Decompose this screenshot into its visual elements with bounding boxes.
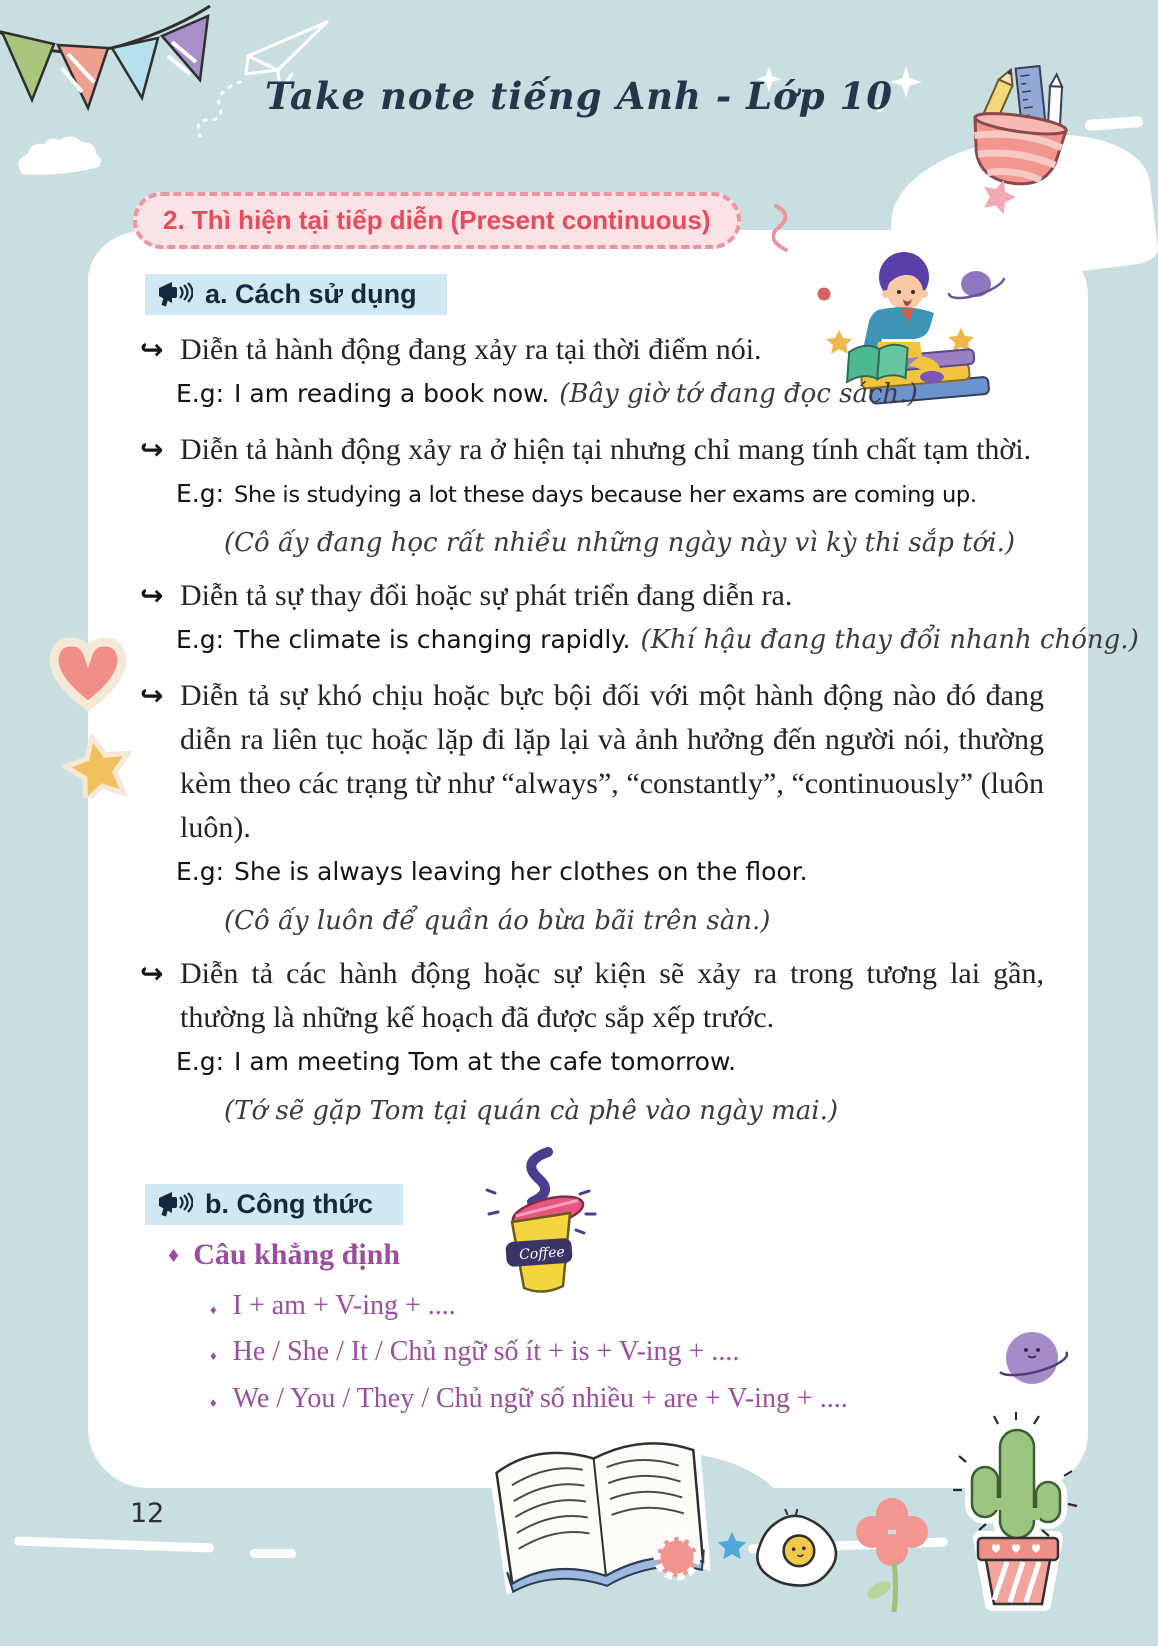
list-item: ↪ Diễn tả sự thay đổi hoặc sự phát triển đang diễn ra.	[140, 574, 1045, 618]
pink-star-icon	[980, 176, 1018, 214]
bullet-arrow-icon: ↪	[140, 679, 164, 712]
bullet-arrow-icon: ↪	[140, 579, 164, 612]
bullet-arrow-icon: ↪	[140, 433, 164, 466]
planet-icon	[990, 1320, 1076, 1400]
translation-line: (Tớ sẽ gặp Tom tại quán cà phê vào ngày mai.)	[224, 1096, 838, 1126]
section-a-heading-bar	[145, 274, 447, 315]
section-b-heading: b. Công thức	[205, 1189, 374, 1219]
example-line: E.g: She is studying a lot these days because her exams are coming up.	[176, 479, 977, 508]
yellow-star-icon	[62, 734, 134, 798]
translation-line: (Cô ấy luôn để quần áo bừa bãi trên sàn.)	[224, 906, 771, 936]
list-item: ↪ Diễn tả các hành động hoặc sự kiện sẽ xảy ra trong tương lai gần, thường là những kế hoạch đã được sắp xếp trước.	[140, 952, 1045, 1040]
coffee-cup-icon	[468, 1146, 608, 1298]
diamond-bullet-icon: ♦	[168, 1242, 180, 1267]
page-number: 12	[130, 1498, 165, 1529]
pencil-cup-icon	[946, 58, 1098, 196]
cloud-icon	[10, 130, 105, 180]
bottom-dash	[14, 1537, 214, 1553]
megaphone-icon	[157, 281, 193, 309]
badge-squiggle	[772, 204, 798, 252]
affirmative-subheading: Câu khẳng định	[193, 1238, 401, 1271]
formula-row: ♦ He / She / It / Chủ ngữ số ít + is + V-ing + ....	[210, 1336, 740, 1367]
section-b-heading-bar	[145, 1184, 403, 1225]
usage-list	[140, 328, 1139, 1142]
bullet-arrow-icon: ↪	[140, 957, 164, 990]
bullet-arrow-icon: ↪	[140, 333, 164, 366]
small-diamond-icon: ♦	[210, 1302, 217, 1317]
page-title: Take note tiếng Anh - Lớp 10	[264, 74, 894, 118]
heart-icon	[44, 630, 132, 718]
section-a-heading: a. Cách sử dụng	[205, 279, 417, 309]
scallop-sun-icon	[648, 1528, 706, 1586]
fried-egg-icon	[746, 1506, 848, 1598]
formula-row: ♦ I + am + V-ing + ....	[210, 1290, 456, 1321]
flower-icon	[842, 1488, 942, 1616]
blue-star-icon	[716, 1530, 748, 1560]
example-line: E.g: The climate is changing rapidly. (Khí hậu đang thay đổi nhanh chóng.)	[176, 625, 1139, 655]
cactus-icon	[952, 1412, 1082, 1612]
example-line: E.g: I am reading a book now. (Bây giờ tớ đang đọc sách.)	[176, 379, 918, 409]
list-item: ↪ Diễn tả hành động đang xảy ra tại thời điểm nói.	[140, 328, 1045, 372]
small-diamond-icon: ♦	[210, 1348, 217, 1363]
affirmative-subheading-row	[168, 1238, 400, 1272]
list-item: ↪ Diễn tả hành động xảy ra ở hiện tại nhưng chỉ mang tính chất tạm thời.	[140, 428, 1045, 472]
saturn-icon	[949, 271, 1004, 298]
megaphone-icon	[157, 1191, 193, 1219]
example-line: E.g: She is always leaving her clothes on the floor.	[176, 857, 808, 886]
small-diamond-icon: ♦	[210, 1395, 217, 1410]
formula-row: ♦ We / You / They / Chủ ngữ số nhiều + are + V-ing + ....	[210, 1383, 848, 1414]
lesson-title-badge: 2. Thì hiện tại tiếp diễn (Present continuous)	[133, 192, 741, 249]
translation-line: (Cô ấy đang học rất nhiều những ngày này vì kỳ thi sắp tới.)	[224, 528, 1016, 558]
bottom-dash	[250, 1549, 296, 1558]
coffee-label: Coffee	[518, 1244, 566, 1264]
example-line: E.g: I am meeting Tom at the cafe tomorrow.	[176, 1047, 737, 1076]
list-item: ↪ Diễn tả sự khó chịu hoặc bực bội đối với một hành động nào đó đang diễn ra liên tục hoặc lặp đi lặp lại và ảnh hưởng đến người nói, thường kèm theo các trạng từ như “always”, “constantly”, “continuously” (luôn luôn).	[140, 674, 1045, 850]
